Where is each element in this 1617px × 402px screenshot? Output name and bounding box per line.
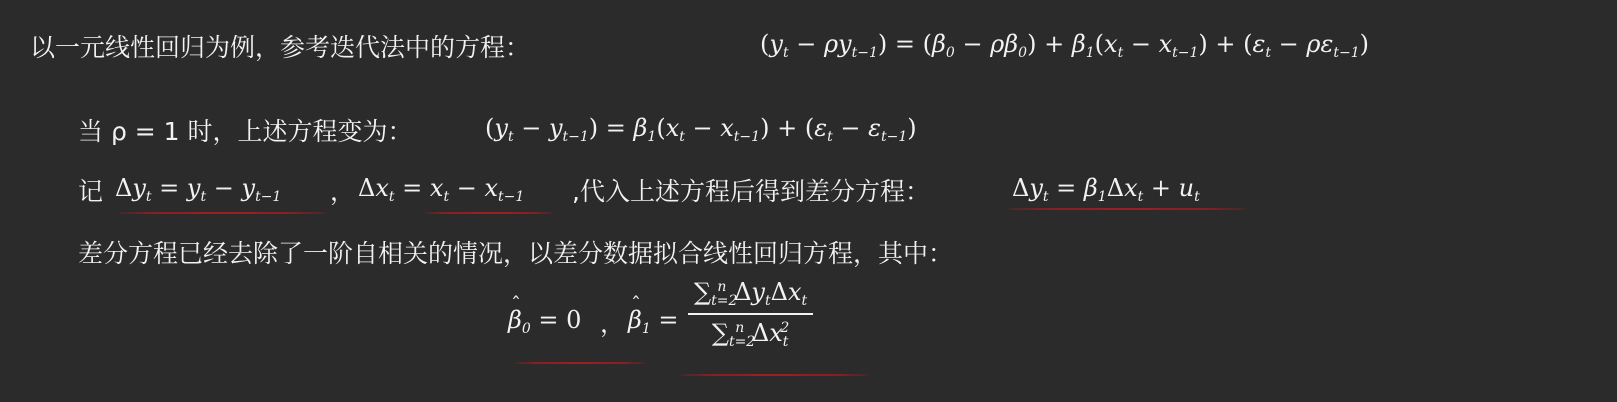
underline-delta-y <box>118 212 326 214</box>
line-difference-definition <box>78 172 103 208</box>
separator-comma: ， <box>330 177 356 206</box>
fraction-numerator: $\sum_{t=2}^n$ $\Delta y_t\Delta x_t$ <box>688 278 813 315</box>
estimate-separator: ， <box>600 309 626 338</box>
line-rho-equals-one <box>78 112 413 148</box>
underline-delta-x <box>425 212 553 214</box>
iterative-method-equation: $(y_t - \rho y_{t-1}) = (\beta_0 - \rho\beta_0) + \beta_1(x_t - x_{t-1}) + (\varepsilon_t - \rho\varepsilon_{t-1})$ <box>760 30 1370 61</box>
line-iterative-intro <box>30 28 530 64</box>
beta1-fraction <box>688 278 813 350</box>
rho-one-equation: $(y_t - y_{t-1}) = \beta_1(x_t - x_{t-1}) + (\varepsilon_t - \varepsilon_{t-1})$ <box>485 114 917 145</box>
delta-x-definition: $\Delta x_t = x_t - x_{t-1}$ <box>358 174 525 205</box>
underline-beta0 <box>515 362 645 364</box>
beta0-estimate: ˆ $\beta_0 = 0$ <box>508 306 581 337</box>
substitution-text: ,代入上述方程后得到差分方程： <box>572 177 930 206</box>
underline-beta1-fraction <box>680 374 868 376</box>
beta1-estimate-lhs: ˆ $\beta_1$ = <box>628 306 679 337</box>
delta-y-definition: $\Delta y_t = y_t - y_{t-1}$ <box>115 174 282 205</box>
intro-text: 以一元线性回归为例，参考迭代法中的方程： <box>30 33 531 62</box>
fraction-denominator: $\sum_{t=2}^n$ $\Delta x_t^2$ <box>711 319 790 350</box>
difference-equation: $\Delta y_t = \beta_1\Delta x_t + u_t$ <box>1012 174 1200 205</box>
line-conclusion <box>78 234 953 270</box>
underline-diff-equation <box>1008 208 1246 210</box>
substitution-text-wrap <box>572 172 930 208</box>
rho-condition-text: 当 ρ = 1 时，上述方程变为： <box>78 117 413 146</box>
conclusion-text: 差分方程已经去除了一阶自相关的情况，以差分数据拟合线性回归方程，其中： <box>78 239 954 268</box>
note-prefix: 记 <box>78 177 104 206</box>
